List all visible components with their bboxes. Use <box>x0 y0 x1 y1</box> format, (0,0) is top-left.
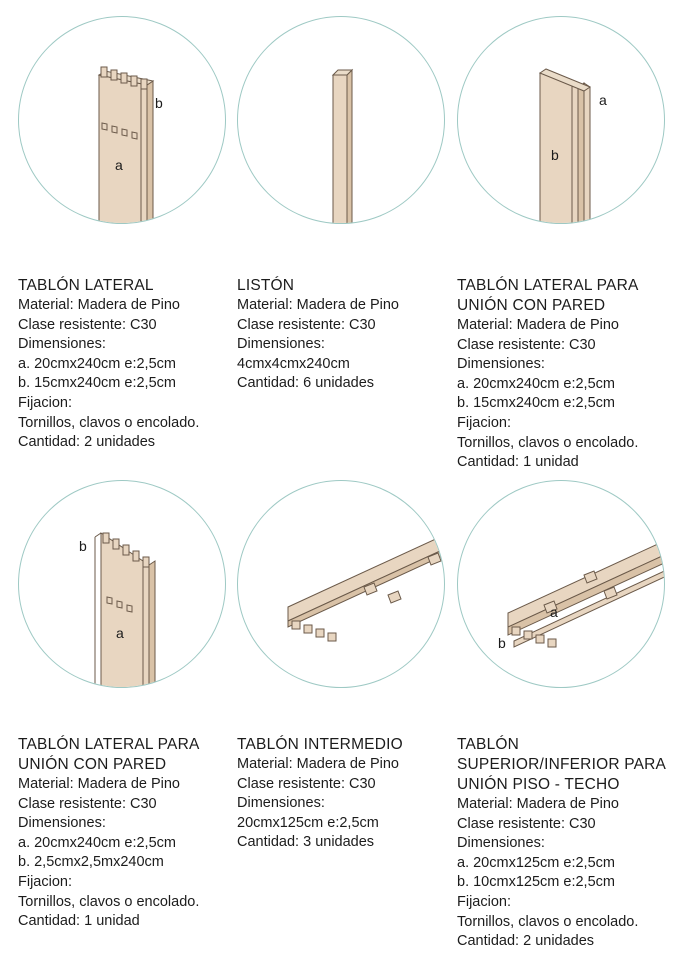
spec-material: Material: Madera de Pino <box>18 297 180 313</box>
plank-illustration <box>458 481 664 687</box>
item-description <box>237 276 399 394</box>
spec-fijacion: Fijacion: <box>457 893 511 910</box>
item-specs <box>457 316 639 473</box>
spec-clase: Clase resistente: C30 <box>457 336 596 353</box>
spec-dim-a: a. 20cmx240cm e:2,5cm <box>18 834 176 851</box>
spec-clase: Clase resistente: C30 <box>237 775 376 792</box>
spec-fijacion-detail: Tornillos, clavos o encolado. <box>18 893 200 910</box>
spec-dim-b: b. 15cmx240cm e:2,5cm <box>18 375 176 392</box>
spec-clase: Clase resistente: C30 <box>457 815 596 832</box>
item-title: TABLÓN SUPERIOR/INFERIOR PARA UNIÓN PISO - TECHO <box>457 736 667 793</box>
illustration-circle <box>237 16 445 224</box>
illustration-circle <box>18 16 226 224</box>
label-b: b <box>155 95 163 111</box>
item-title: TABLÓN LATERAL PARA UNIÓN CON PARED <box>457 277 639 314</box>
label-b: b <box>498 635 506 651</box>
item-title: TABLÓN LATERAL PARA UNIÓN CON PARED <box>18 736 200 773</box>
spec-dim-b: b. 10cmx125cm e:2,5cm <box>457 874 615 891</box>
spec-dim-a: a. 20cmx240cm e:2,5cm <box>457 375 615 392</box>
spec-material: Material: Madera de Pino <box>237 756 399 772</box>
item-specs <box>237 755 403 853</box>
spec-dimensiones: Dimensiones: <box>18 815 106 832</box>
spec-fijacion: Fijacion: <box>18 873 72 890</box>
item-description <box>18 735 200 932</box>
spec-material: Material: Madera de Pino <box>18 776 180 792</box>
spec-cantidad: Cantidad: 3 unidades <box>237 834 375 851</box>
spec-fijacion: Fijacion: <box>18 394 72 411</box>
spec-dimensiones: Dimensiones: <box>457 835 545 852</box>
spec-dimensiones: Dimensiones: <box>457 356 545 373</box>
spec-dim-b: b. 15cmx240cm e:2,5cm <box>457 395 615 412</box>
plank-illustration <box>458 17 664 223</box>
label-a: a <box>115 157 123 173</box>
spec-dimensiones: Dimensiones: <box>18 336 106 353</box>
spec-fijacion-detail: Tornillos, clavos o encolado. <box>18 414 200 431</box>
item-specs <box>18 296 199 453</box>
label-b: b <box>79 538 87 554</box>
spec-cantidad: Cantidad: 2 unidades <box>457 933 595 950</box>
spec-material: Material: Madera de Pino <box>457 317 619 333</box>
illustration-circle <box>457 480 665 688</box>
label-b: b <box>551 147 559 163</box>
item-description <box>18 276 199 453</box>
spec-dim-a: a. 20cmx240cm e:2,5cm <box>18 355 176 372</box>
spec-cantidad: Cantidad: 2 unidades <box>18 434 156 451</box>
illustration-circle <box>457 16 665 224</box>
spec-dim: 20cmx125cm e:2,5cm <box>237 814 379 831</box>
spec-dim-a: a. 20cmx125cm e:2,5cm <box>457 854 615 871</box>
illustration-circle <box>18 480 226 688</box>
spec-clase: Clase resistente: C30 <box>18 316 157 333</box>
spec-clase: Clase resistente: C30 <box>18 795 157 812</box>
spec-clase: Clase resistente: C30 <box>237 316 376 333</box>
item-specs <box>237 296 399 394</box>
plank-illustration <box>19 481 225 687</box>
item-description <box>457 276 639 473</box>
item-description <box>457 735 666 952</box>
liston-illustration <box>238 17 444 223</box>
spec-cantidad: Cantidad: 1 unidad <box>457 454 579 471</box>
illustration-circle <box>237 480 445 688</box>
label-a: a <box>116 625 124 641</box>
spec-fijacion: Fijacion: <box>457 414 511 431</box>
item-description <box>237 735 403 853</box>
spec-dim-b: b. 2,5cmx2,5mx240cm <box>18 854 164 871</box>
spec-fijacion-detail: Tornillos, clavos o encolado. <box>457 913 639 930</box>
spec-dimensiones: Dimensiones: <box>237 336 325 353</box>
spec-material: Material: Madera de Pino <box>457 796 619 812</box>
plank-illustration <box>238 481 444 687</box>
spec-material: Material: Madera de Pino <box>237 297 399 313</box>
spec-cantidad: Cantidad: 6 unidades <box>237 375 375 392</box>
spec-cantidad: Cantidad: 1 unidad <box>18 913 140 930</box>
item-specs <box>457 795 666 952</box>
item-title: TABLÓN INTERMEDIO <box>237 736 403 753</box>
item-title: LISTÓN <box>237 277 295 294</box>
item-title: TABLÓN LATERAL <box>18 277 154 294</box>
spec-fijacion-detail: Tornillos, clavos o encolado. <box>457 434 639 451</box>
plank-illustration <box>19 17 225 223</box>
spec-dimensiones: Dimensiones: <box>237 795 325 812</box>
spec-dim: 4cmx4cmx240cm <box>237 355 350 372</box>
label-a: a <box>599 92 607 108</box>
label-a: a <box>550 604 558 620</box>
item-specs <box>18 775 200 932</box>
